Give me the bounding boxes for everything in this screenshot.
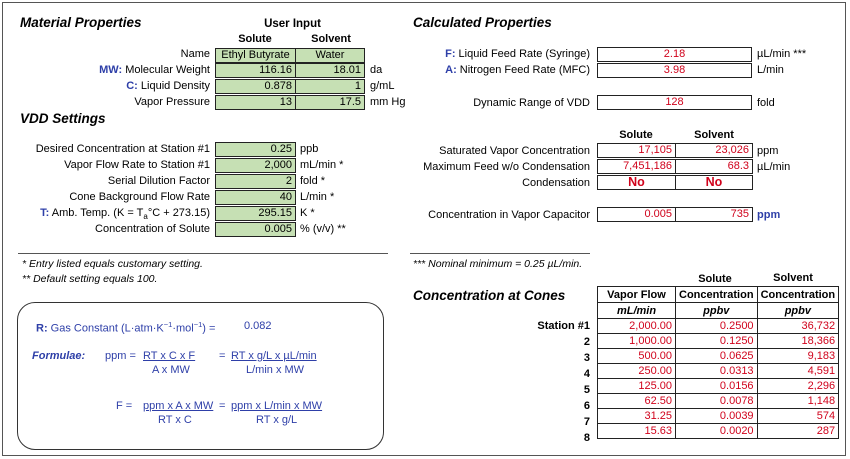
solute-density-input[interactable]: 0.878 (215, 79, 296, 94)
station-label: 5 (583, 384, 590, 396)
solvent-cell: 287 (757, 424, 839, 439)
ppm-denominator-2: L/min x MW (246, 364, 305, 376)
condensation-solute: No (597, 175, 676, 190)
condensation-solvent: No (675, 175, 753, 190)
ppm-equals: = (219, 350, 226, 362)
liquid-density-label: C: Liquid Density (126, 80, 210, 92)
station-label: 4 (583, 368, 590, 380)
solute-concentration-header: Concentration (676, 287, 758, 303)
liquid-feed-rate-label: F: Liquid Feed Rate (Syringe) (445, 48, 590, 60)
max-feed-label: Maximum Feed w/o Condensation (423, 161, 590, 173)
solute-vapor-pressure-input[interactable]: 13 (215, 95, 296, 110)
serial-dilution-label: Serial Dilution Factor (107, 175, 210, 187)
flow-cell: 31.25 (598, 409, 676, 424)
material-properties-title: Material Properties (20, 15, 142, 30)
saturated-vapor-unit: ppm (757, 145, 779, 157)
solute-cell: 0.2500 (676, 319, 758, 334)
solute-cell: 0.0625 (676, 349, 758, 364)
table-row (598, 394, 839, 409)
vapor-pressure-label: Vapor Pressure (134, 96, 210, 108)
f-numerator-2: ppm x L/min x MW (231, 400, 323, 412)
flow-cell: 125.00 (598, 379, 676, 394)
station-label: 7 (583, 416, 590, 428)
table-row (598, 379, 839, 394)
calc-divider (410, 253, 590, 254)
density-unit: g/mL (370, 80, 395, 92)
vapor-flow-unit: mL/min (598, 303, 676, 319)
f-equals: = (219, 400, 226, 412)
max-feed-solvent: 68.3 (675, 159, 753, 174)
formulae-label: Formulae: (32, 350, 86, 362)
vapor-capacitor-solvent: 735 (675, 207, 753, 222)
name-label: Name (180, 48, 210, 60)
max-feed-solute: 7,451,186 (597, 159, 676, 174)
dynamic-range-value: 128 (597, 95, 752, 110)
vapor-pressure-unit: mm Hg (370, 96, 406, 108)
desired-concentration-label: Desired Concentration at Station #1 (35, 143, 210, 155)
solute-cell: 0.1250 (676, 334, 758, 349)
calc-solute-heading: Solute (619, 129, 653, 141)
solvent-vapor-pressure-input[interactable]: 17.5 (295, 95, 365, 110)
desired-concentration-input[interactable]: 0.25 (215, 142, 296, 157)
vapor-flow-rate-label: Vapor Flow Rate to Station #1 (64, 159, 210, 171)
table-row (598, 334, 839, 349)
solvent-mw-input[interactable]: 18.01 (295, 63, 365, 78)
solute-concentration-unit: % (v/v) ** (300, 223, 346, 235)
default-setting-note: ** Default setting equals 100. (22, 273, 158, 285)
solute-cell: 0.0313 (676, 364, 758, 379)
molecular-weight-label: MW: Molecular Weight (99, 64, 210, 76)
station-label: 6 (583, 400, 590, 412)
solute-column-heading: Solute (238, 33, 272, 45)
serial-dilution-input[interactable]: 2 (215, 174, 296, 189)
cones-solvent-heading: Solvent (773, 272, 813, 284)
flow-cell: 2,000.00 (598, 319, 676, 334)
vdd-divider (18, 253, 388, 254)
liquid-feed-rate-value: 2.18 (597, 47, 752, 62)
solvent-cell: 9,183 (757, 349, 839, 364)
solute-mw-input[interactable]: 116.16 (215, 63, 296, 78)
solute-cell: 0.0156 (676, 379, 758, 394)
vdd-settings-title: VDD Settings (20, 111, 106, 126)
ambient-temperature-input[interactable]: 295.15 (215, 206, 296, 221)
flow-cell: 250.00 (598, 364, 676, 379)
ppm-numerator-2: RT x g/L x µL/min (231, 350, 317, 362)
flow-cell: 500.00 (598, 349, 676, 364)
station-label: 2 (583, 336, 590, 348)
solvent-column-heading: Solvent (311, 33, 351, 45)
solute-cell: 0.0020 (676, 424, 758, 439)
cone-background-flow-input[interactable]: 40 (215, 190, 296, 205)
solvent-conc-unit: ppbv (757, 303, 839, 319)
solvent-name-input[interactable]: Water (295, 48, 365, 63)
vapor-flow-rate-input[interactable]: 2,000 (215, 158, 296, 173)
f-lhs: F = (116, 400, 133, 412)
vapor-capacitor-label: Concentration in Vapor Capacitor (428, 209, 590, 221)
flow-cell: 1,000.00 (598, 334, 676, 349)
station-label: Station #1 (537, 320, 590, 332)
flow-cell: 62.50 (598, 394, 676, 409)
gas-constant-value: 0.082 (244, 320, 272, 332)
solute-concentration-label: Concentration of Solute (95, 223, 210, 235)
ambient-temperature-label: T: Amb. Temp. $(K = T_a^\circ C + 273.15)$ (40, 207, 210, 222)
condensation-label: Condensation (522, 177, 590, 189)
solvent-cell: 574 (757, 409, 839, 424)
solvent-cell: 2,296 (757, 379, 839, 394)
ppm-lhs: ppm = (105, 350, 136, 362)
nitrogen-feed-rate-value: 3.98 (597, 63, 752, 78)
station-label: 3 (583, 352, 590, 364)
serial-dilution-unit: fold * (300, 175, 326, 187)
customary-setting-note: * Entry listed equals customary setting. (22, 258, 203, 270)
solvent-concentration-header: Concentration (757, 287, 839, 303)
f-denominator-1: RT x C (158, 414, 192, 426)
liquid-feed-rate-unit: µL/min *** (757, 48, 807, 60)
vapor-flow-rate-unit: mL/min * (300, 159, 344, 171)
solvent-cell: 1,148 (757, 394, 839, 409)
solute-conc-unit: ppbv (676, 303, 758, 319)
solute-name-input[interactable]: Ethyl Butyrate (215, 48, 296, 63)
calc-solvent-heading: Solvent (694, 129, 734, 141)
cone-background-flow-label: Cone Background Flow Rate (69, 191, 210, 203)
f-numerator-1: ppm x A x MW (143, 400, 214, 412)
vapor-capacitor-solute: 0.005 (597, 207, 676, 222)
cones-table (597, 286, 839, 439)
nitrogen-feed-rate-unit: L/min (757, 64, 784, 76)
solvent-cell: 36,732 (757, 319, 839, 334)
calculated-properties-title: Calculated Properties (413, 15, 552, 30)
table-row (598, 349, 839, 364)
solute-concentration-input[interactable]: 0.005 (215, 222, 296, 237)
solvent-cell: 4,591 (757, 364, 839, 379)
table-row (598, 319, 839, 334)
nominal-minimum-note: *** Nominal minimum = 0.25 µL/min. (413, 258, 583, 270)
saturated-vapor-solute: 17,105 (597, 143, 676, 158)
table-row (598, 364, 839, 379)
gas-constant-label: R: Gas Constant $(L\cdot atm\cdot K^{-1}\cdot mol^{-1})$ = (36, 320, 216, 335)
nitrogen-feed-rate-label: A: Nitrogen Feed Rate (MFC) (445, 64, 590, 76)
solute-cell: 0.0039 (676, 409, 758, 424)
cones-solute-heading: Solute (698, 273, 732, 285)
solvent-cell: 18,366 (757, 334, 839, 349)
f-denominator-2: RT x g/L (256, 414, 298, 426)
saturated-vapor-label: Saturated Vapor Concentration (439, 145, 590, 157)
ppm-numerator-1: RT x C x F (143, 350, 196, 362)
flow-cell: 15.63 (598, 424, 676, 439)
ambient-temperature-unit: K * (300, 207, 315, 219)
user-input-heading: User Input (264, 18, 321, 30)
solute-cell: 0.0078 (676, 394, 758, 409)
mw-unit: da (370, 64, 383, 76)
desired-concentration-unit: ppb (300, 143, 319, 155)
ppm-denominator-1: A x MW (152, 364, 190, 376)
table-row (598, 409, 839, 424)
vapor-flow-header: Vapor Flow (598, 287, 676, 303)
table-row (598, 424, 839, 439)
cone-background-flow-unit: L/min * (300, 191, 335, 203)
saturated-vapor-solvent: 23,026 (675, 143, 753, 158)
cones-title: Concentration at Cones (413, 288, 566, 303)
station-label: 8 (583, 432, 590, 444)
vapor-capacitor-unit: ppm (757, 209, 781, 221)
max-feed-unit: µL/min (757, 161, 791, 173)
dynamic-range-label: Dynamic Range of VDD (473, 97, 590, 109)
dynamic-range-unit: fold (757, 97, 775, 109)
solvent-density-input[interactable]: 1 (295, 79, 365, 94)
